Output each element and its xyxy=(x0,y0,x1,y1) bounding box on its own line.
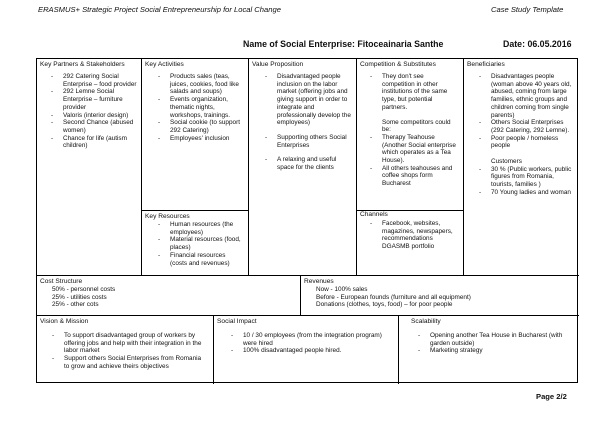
key-activities-list xyxy=(142,68,248,142)
revenues-lines xyxy=(301,285,579,309)
beneficiaries-list xyxy=(464,68,579,150)
list-item: - To support disadvantaged group of workers by offering jobs and help with their integration in the labor market xyxy=(64,332,207,355)
business-model-canvas xyxy=(36,58,578,383)
cost-line: 25% - other cots xyxy=(52,301,99,309)
list-item: - Chance for life (autism children) xyxy=(63,135,137,150)
list-item: - All others teahouses and coffee shops form Bucharest xyxy=(382,165,458,188)
list-item: - 292 Catering Social Enterprise – food provider xyxy=(63,73,137,88)
cost-line: 25% - utilities costs xyxy=(52,293,107,301)
cost-line: 50% - personnel costs xyxy=(52,286,116,293)
cost-structure-cell xyxy=(37,276,301,316)
list-item: - Therapy Teahouse (Another Social enterprise which operates as a Tea House). xyxy=(382,134,458,165)
list-item: - 70 Young ladies and woman xyxy=(491,189,575,197)
list-item: - 100% disadvantaged people hired. xyxy=(243,347,392,355)
key-resources-cell xyxy=(142,211,249,276)
list-item: - 10 / 30 employees (from the integration program) were hired xyxy=(243,332,392,347)
vision-mission-title: Vision & Mission xyxy=(40,318,89,325)
doc-type: Case Study Template xyxy=(491,5,564,14)
competition-note: Some competitors could be: xyxy=(382,118,451,134)
key-partners-title: Key Partners & Stakeholders xyxy=(40,61,125,68)
cost-structure-title: Cost Structure xyxy=(40,278,83,285)
revenue-line: Now - 100% sales xyxy=(316,286,368,293)
list-item: - Employees' inclusion xyxy=(170,135,242,143)
page-number: Page 2/2 xyxy=(536,392,567,401)
list-item: - Products sales (teas, juices, cookies, food like salads and soups) xyxy=(170,73,242,96)
value-proposition-cell xyxy=(249,59,357,276)
date-line xyxy=(503,39,571,49)
list-item: - A relaxing and useful space for the clients xyxy=(277,156,351,171)
list-item: - Disadvantaged people inclusion on the labor market (offering jobs and giving support in order to integrate and professionally develop the employees) xyxy=(277,73,351,127)
revenue-line: Before - European founds (furniture and all equipment) xyxy=(316,293,471,301)
customers-list xyxy=(464,166,579,197)
revenue-line: Donations (clothes, toys, food) – for poor people xyxy=(316,301,453,309)
social-impact-list xyxy=(214,325,398,355)
list-item: - Opening another Tea House in Bucharest (with garden outside) xyxy=(430,332,573,347)
scalability-cell xyxy=(399,316,579,384)
list-item: - Facebook, websites, magazines, newspapers, recommendations DGASMB portfolio xyxy=(382,220,458,251)
channels-title: Channels xyxy=(360,211,388,218)
scalability-title: Scalability xyxy=(411,318,441,325)
list-item: - Human resources (the employees) xyxy=(170,221,242,236)
name-value: Fitoceainaria Santhe xyxy=(357,39,444,49)
channels-cell xyxy=(357,211,464,276)
beneficiaries-title: Beneficiaries xyxy=(467,61,505,68)
list-item: - Material resources (food, places) xyxy=(170,236,242,251)
date-value: 06.05.2016 xyxy=(527,39,572,49)
list-item: - 30 % (Public workers, public figures from Romania, tourists, families ) xyxy=(491,166,575,189)
revenues-cell xyxy=(301,276,579,316)
list-item: - Others Social Enterprises (292 Catering, 292 Lemne). xyxy=(491,119,575,134)
social-impact-cell xyxy=(214,316,399,384)
list-item: - Financial resources (costs and revenues) xyxy=(170,252,242,267)
scalability-list xyxy=(399,325,579,355)
beneficiaries-cell xyxy=(464,59,579,276)
list-item: - Poor people / homeless people xyxy=(491,135,575,150)
competition-list xyxy=(357,68,463,112)
name-label: Name of Social Enterprise: xyxy=(243,39,355,49)
vision-mission-cell xyxy=(37,316,214,384)
value-proposition-list xyxy=(249,68,356,172)
program-title: ERASMUS+ Strategic Project Social Entrepreneurship for Local Change xyxy=(38,5,281,14)
key-partners-cell xyxy=(37,59,142,276)
channels-list xyxy=(357,218,463,251)
key-activities-cell xyxy=(142,59,249,211)
key-partners-list xyxy=(37,68,141,150)
list-item: - Supporting others Social Enterprises xyxy=(277,134,351,149)
value-proposition-title: Value Proposition xyxy=(252,61,304,68)
competitors-list xyxy=(357,134,463,188)
list-item: - Valoris (interior design) xyxy=(63,112,137,120)
list-item: - Support others Social Enterprises from Romania to grow and achieve theirs objectives xyxy=(64,355,207,370)
key-resources-list xyxy=(142,220,248,267)
revenues-title: Revenues xyxy=(304,278,334,285)
customers-label: Customers xyxy=(491,158,522,166)
date-label: Date: xyxy=(503,39,525,49)
vision-mission-list xyxy=(37,325,213,371)
list-item: - Social cookie (to support 292 Catering) xyxy=(170,119,242,134)
list-item: - They don't see competition in other institutions of the same type, but potential partners. xyxy=(382,73,458,112)
key-activities-title: Key Activities xyxy=(145,61,184,68)
list-item: - Second Chance (abused women) xyxy=(63,119,137,134)
list-item: - 292 Lemne Social Enterprise – furniture provider xyxy=(63,88,137,111)
key-resources-title: Key Resources xyxy=(145,213,190,220)
cost-structure-lines xyxy=(37,285,300,309)
enterprise-name-line xyxy=(243,39,443,49)
competition-cell xyxy=(357,59,464,211)
list-item: - Marketing strategy xyxy=(430,347,573,355)
competition-title: Competition & Substitutes xyxy=(360,61,436,68)
list-item: - Disadvantages people (woman above 40 years old, abused, coming from large families, ethnic groups and children coming from single parents) xyxy=(491,73,575,119)
list-item: - Events organization, thematic nights, workshops, trainings. xyxy=(170,96,242,119)
social-impact-title: Social Impact xyxy=(217,318,257,325)
